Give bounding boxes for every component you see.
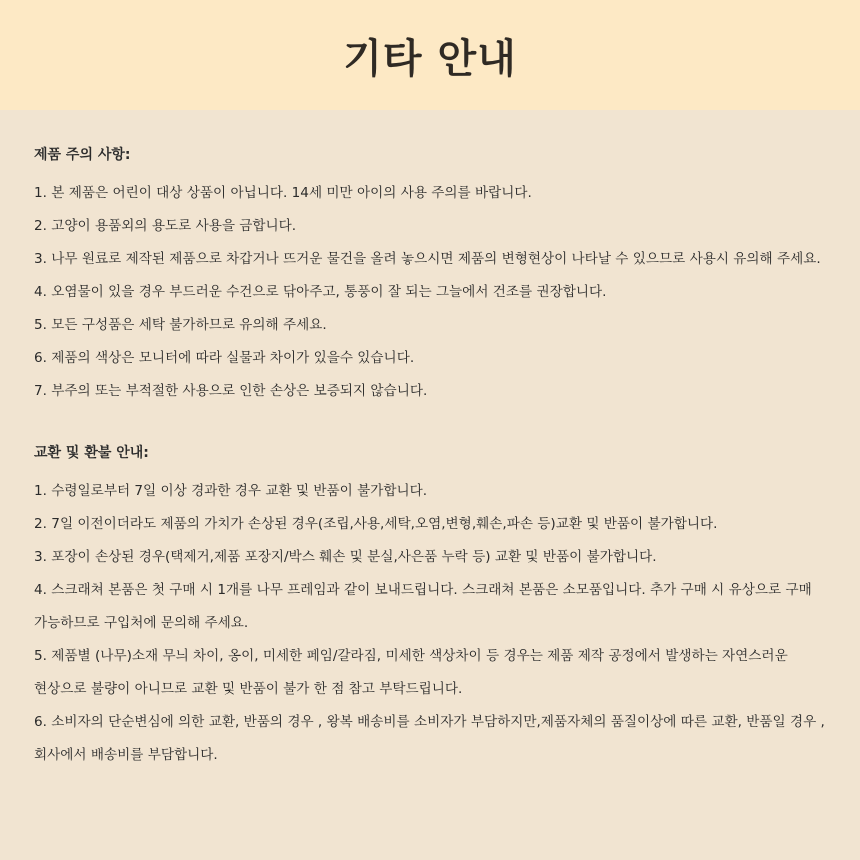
caution-section: [34, 144, 826, 408]
exchange-title: 교환 및 환불 안내:: [34, 445, 149, 461]
exchange-item: 3. 포장이 손상된 경우(택제거,제품 포장지/박스 훼손 및 분실,사은품 누락 등) 교환 및 반품이 불가합니다.: [34, 549, 657, 565]
exchange-item: 6. 소비자의 단순변심에 의한 교환, 반품의 경우 , 왕복 배송비를 소비자가 부담하지만,제품자체의 품질이상에 따른 교환, 반품일 경우 , 회사에서 배송비를 부담합니다.: [34, 714, 825, 763]
notice-content: [0, 110, 860, 772]
caution-list: [34, 177, 826, 408]
caution-item: 6. 제품의 색상은 모니터에 따라 실물과 차이가 있을수 있습니다.: [34, 350, 415, 366]
exchange-item: 2. 7일 이전이더라도 제품의 가치가 손상된 경우(조립,사용,세탁,오염,변형,훼손,파손 등)교환 및 반품이 불가합니다.: [34, 516, 718, 532]
exchange-item: 5. 제품별 (나무)소재 무늬 차이, 옹이, 미세한 페임/갈라짐, 미세한 색상차이 등 경우는 제품 제작 공정에서 발생하는 자연스러운 현상으로 불량이 아니므로 교환 및 반품이 불가 한 점 참고 부탁드립니다.: [34, 648, 788, 697]
caution-item: 7. 부주의 또는 부적절한 사용으로 인한 손상은 보증되지 않습니다.: [34, 383, 428, 399]
exchange-section: [34, 442, 826, 772]
caution-item: 4. 오염물이 있을 경우 부드러운 수건으로 닦아주고, 통풍이 잘 되는 그늘에서 건조를 권장합니다.: [34, 284, 607, 300]
caution-item: 5. 모든 구성품은 세탁 불가하므로 유의해 주세요.: [34, 317, 327, 333]
caution-item: 3. 나무 원료로 제작된 제품으로 차갑거나 뜨거운 물건을 올려 놓으시면 제품의 변형현상이 나타날 수 있으므로 사용시 유의해 주세요.: [34, 251, 821, 267]
exchange-item: 4. 스크래쳐 본품은 첫 구매 시 1개를 나무 프레임과 같이 보내드립니다. 스크래쳐 본품은 소모품입니다. 추가 구매 시 유상으로 구매 가능하므로 구입처에 문의해 주세요.: [34, 582, 812, 631]
caution-item: 2. 고양이 용품외의 용도로 사용을 금합니다.: [34, 218, 297, 234]
page-header: [0, 0, 860, 110]
caution-title: 제품 주의 사항:: [34, 147, 131, 163]
exchange-item: 1. 수령일로부터 7일 이상 경과한 경우 교환 및 반품이 불가합니다.: [34, 483, 428, 499]
exchange-list: [34, 475, 826, 772]
caution-item: 1. 본 제품은 어린이 대상 상품이 아닙니다. 14세 미만 아이의 사용 주의를 바랍니다.: [34, 185, 532, 201]
page-title: 기타 안내: [343, 35, 517, 82]
